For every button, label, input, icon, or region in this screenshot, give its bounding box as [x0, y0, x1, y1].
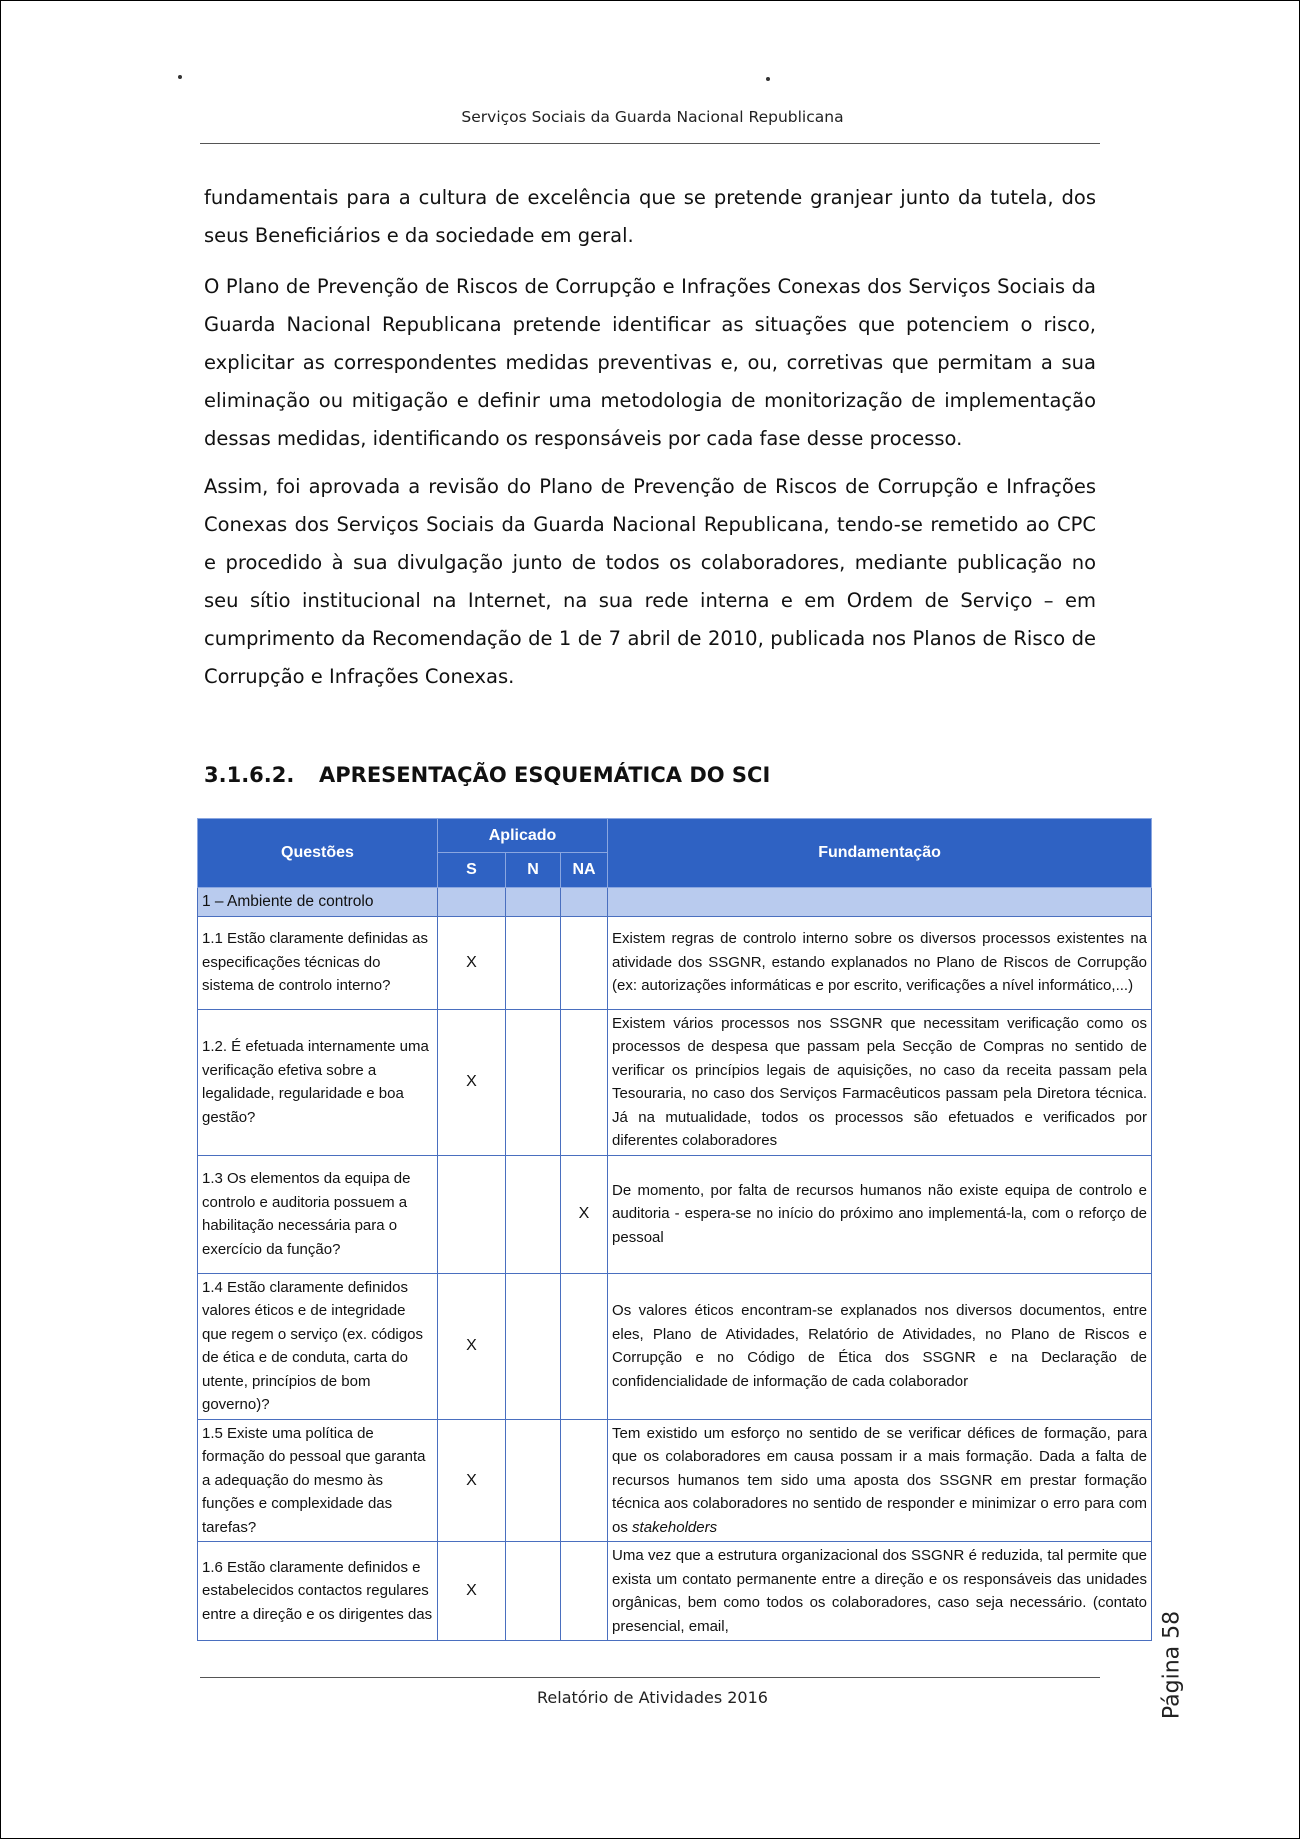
- rationale-cell: Existem vários processos nos SSGNR que necessitam verificação como os processos de despesa que passam pela Secção de Compras no sentido de verificar os princípios legais de aquisições, no caso da receita passam pela Tesouraria, no caso dos Serviços Farmacêuticos passam pela Diretora técnica. Já na mutualidade, todos os processos são efetuados e verificados por diferentes colaboradores: [608, 1009, 1152, 1155]
- header-rationale: Fundamentação: [608, 819, 1152, 888]
- header-questions: Questões: [198, 819, 438, 888]
- header-applied: Aplicado: [438, 819, 608, 853]
- page-number-vertical: [1152, 1610, 1192, 1720]
- section-number: 3.1.6.2.: [204, 763, 295, 787]
- rationale-cell: [608, 1419, 1152, 1542]
- rationale-emphasis: stakeholders: [632, 1518, 718, 1536]
- s-cell: X: [438, 1542, 506, 1641]
- na-cell: [561, 1009, 608, 1155]
- paragraph-1: fundamentais para a cultura de excelência que se pretende granjear junto da tutela, dos seus Beneficiários e da sociedade em geral.: [204, 186, 1096, 247]
- na-cell: [561, 1419, 608, 1542]
- rationale-cell: Os valores éticos encontram-se explanados nos diversos documentos, entre eles, Plano de Atividades, Relatório de Atividades, no Plano de Riscos e Corrupção e no Código de Ética dos SSGNR e na Declaração de confidencialidade de informação de cada colaborador: [608, 1273, 1152, 1419]
- table-row: [198, 1155, 1152, 1273]
- s-cell: X: [438, 916, 506, 1009]
- section-heading: [204, 763, 770, 787]
- footer-rule: [200, 1677, 1100, 1678]
- n-cell: [506, 1155, 561, 1273]
- table-row: [198, 1009, 1152, 1155]
- na-cell: [561, 916, 608, 1009]
- n-cell: [506, 1419, 561, 1542]
- rationale-text: Tem existido um esforço no sentido de se verificar défices de formação, para que os colaboradores em causa possam ir a mais formação. Dada a falta de recursos humanos tem sido uma aposta dos SSGNR em prestar formação técnica aos colaboradores no sentido de responder e minimizar o erro para com os: [612, 1424, 1148, 1536]
- question-cell: 1.4 Estão claramente definidos valores éticos e de integridade que regem o serviço (ex. códigos de ética e de conduta, carta do utente, princípios de bom governo)?: [198, 1273, 438, 1419]
- s-cell: [438, 1155, 506, 1273]
- sci-table: [197, 818, 1152, 1641]
- group-label: 1 – Ambiente de controlo: [198, 888, 438, 917]
- section-title: APRESENTAÇÃO ESQUEMÁTICA DO SCI: [319, 763, 771, 787]
- question-cell: 1.2. É efetuada internamente uma verificação efetiva sobre a legalidade, regularidade e boa gestão?: [198, 1009, 438, 1155]
- s-cell: X: [438, 1009, 506, 1155]
- table-row: [198, 916, 1152, 1009]
- table-group-row: [198, 888, 1152, 917]
- s-cell: X: [438, 1419, 506, 1542]
- scan-speck: [766, 77, 770, 81]
- na-cell: X: [561, 1155, 608, 1273]
- rationale-cell: De momento, por falta de recursos humanos não existe equipa de controlo e auditoria - espera-se no início do próximo ano implementá-la, com o reforço de pessoal: [608, 1155, 1152, 1273]
- header-n: N: [506, 853, 561, 888]
- page-header: Serviços Sociais da Guarda Nacional Republicana: [461, 108, 844, 126]
- table-row: [198, 1273, 1152, 1419]
- header-s: S: [438, 853, 506, 888]
- table-row: [198, 1419, 1152, 1542]
- paragraph-3: Assim, foi aprovada a revisão do Plano de Prevenção de Riscos de Corrupção e Infrações Conexas dos Serviços Sociais da Guarda Nacional Republicana, tendo-se remetido ao CPC e procedido à sua divulgação junto de todos os colaboradores, mediante publicação no seu sítio institucional na Internet, na sua rede interna e em Ordem de Serviço – em cumprimento da Recomendação de 1 de 7 abril de 2010, publicada nos Planos de Risco de Corrupção e Infrações Conexas.: [204, 475, 1096, 688]
- n-cell: [506, 916, 561, 1009]
- question-cell: 1.1 Estão claramente definidas as especificações técnicas do sistema de controlo interno?: [198, 916, 438, 1009]
- question-cell: 1.3 Os elementos da equipa de controlo e auditoria possuem a habilitação necessária para o exercício da função?: [198, 1155, 438, 1273]
- table-row: [198, 1542, 1152, 1641]
- n-cell: [506, 1009, 561, 1155]
- header-na: NA: [561, 853, 608, 888]
- n-cell: [506, 1542, 561, 1641]
- rationale-cell: Existem regras de controlo interno sobre os diversos processos existentes na atividade dos SSGNR, estando explanados no Plano de Riscos de Corrupção (ex: autorizações informáticas e por escrito, verificações a nível informático,...): [608, 916, 1152, 1009]
- question-cell: 1.6 Estão claramente definidos e estabelecidos contactos regulares entre a direção e os dirigentes das: [198, 1542, 438, 1641]
- n-cell: [506, 1273, 561, 1419]
- s-cell: X: [438, 1273, 506, 1419]
- paragraph-2: O Plano de Prevenção de Riscos de Corrupção e Infrações Conexas dos Serviços Sociais da Guarda Nacional Republicana pretende identificar as situações que potenciem o risco, explicitar as correspondentes medidas preventivas e, ou, corretivas que permitam a sua eliminação ou mitigação e definir uma metodologia de monitorização de implementação dessas medidas, identificando os responsáveis por cada fase desse processo.: [204, 275, 1096, 450]
- rationale-cell: Uma vez que a estrutura organizacional dos SSGNR é reduzida, tal permite que exista um contato permanente entre a direção e os responsáveis das unidades orgânicas, bem como todos os colaboradores, caso seja necessário. (contato presencial, email,: [608, 1542, 1152, 1641]
- question-cell: 1.5 Existe uma política de formação do pessoal que garanta a adequação do mesmo às funções e complexidade das tarefas?: [198, 1419, 438, 1542]
- na-cell: [561, 1273, 608, 1419]
- page-footer: Relatório de Atividades 2016: [537, 1688, 768, 1707]
- header-rule: [200, 143, 1100, 144]
- page-number-label: Página 58: [1159, 1610, 1185, 1720]
- na-cell: [561, 1542, 608, 1641]
- scan-speck: [178, 75, 182, 79]
